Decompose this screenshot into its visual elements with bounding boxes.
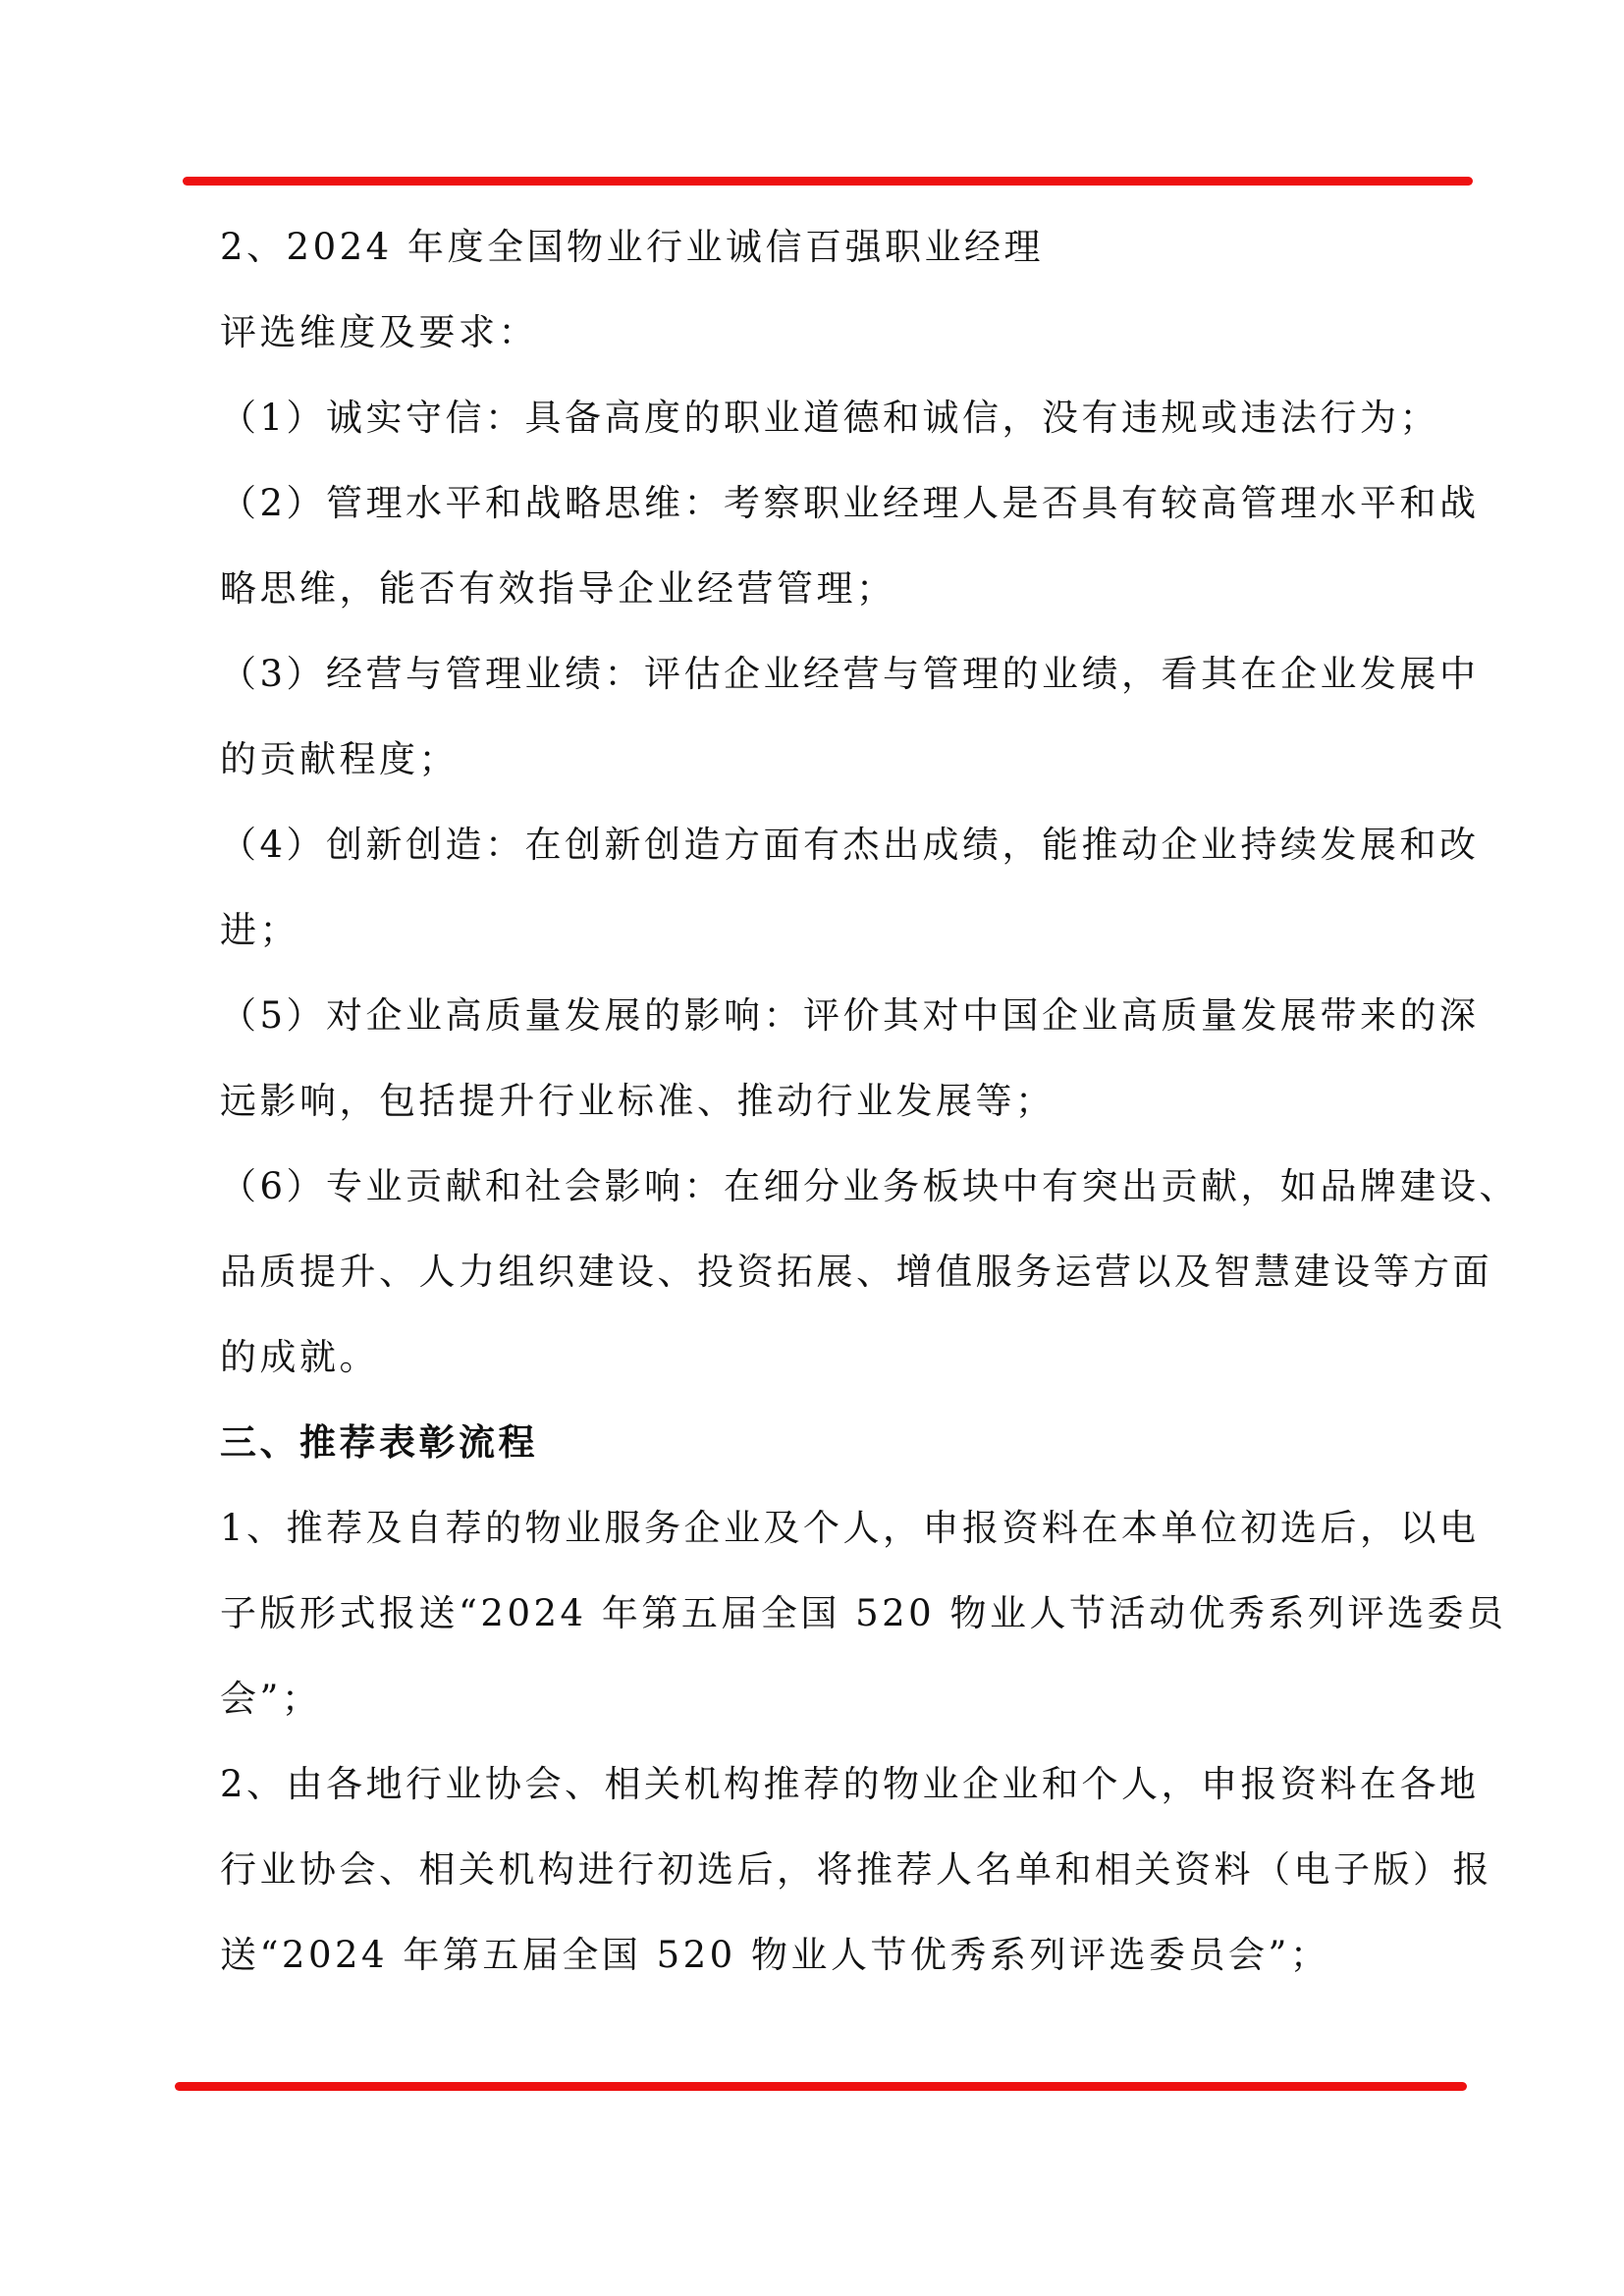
criteria-item-2: （2）管理水平和战略思维：考察职业经理人是否具有较高管理水平和战 <box>220 482 1480 524</box>
process-heading: 三、推荐表彰流程 <box>220 1421 538 1464</box>
criteria-item-6-cont: 品质提升、人力组织建设、投资拓展、增值服务运营以及智慧建设等方面 <box>220 1251 1492 1293</box>
process-step-2-end: 送“2024 年第五届全国 520 物业人节优秀系列评选委员会”； <box>220 1934 1330 1976</box>
criteria-item-4-cont: 进； <box>220 909 299 951</box>
criteria-item-3-cont: 的贡献程度； <box>220 738 459 780</box>
document-body <box>220 204 1520 1998</box>
process-step-1-cont: 子版形式报送“2024 年第五届全国 520 物业人节活动优秀系列评选委员 <box>220 1592 1507 1634</box>
criteria-intro: 评选维度及要求： <box>220 311 538 353</box>
header-divider <box>183 177 1473 186</box>
criteria-item-2-cont: 略思维，能否有效指导企业经营管理； <box>220 567 896 610</box>
criteria-item-5: （5）对企业高质量发展的影响：评价其对中国企业高质量发展带来的深 <box>220 994 1480 1037</box>
criteria-item-1: （1）诚实守信：具备高度的职业道德和诚信，没有违规或违法行为； <box>220 397 1440 439</box>
criteria-item-6: （6）专业贡献和社会影响：在细分业务板块中有突出贡献，如品牌建设、 <box>220 1165 1520 1207</box>
criteria-item-5-cont: 远影响，包括提升行业标准、推动行业发展等； <box>220 1080 1056 1122</box>
process-step-2: 2、由各地行业协会、相关机构推荐的物业企业和个人，申报资料在各地 <box>220 1763 1480 1805</box>
footer-divider <box>175 2082 1467 2091</box>
process-step-1-end: 会”； <box>220 1678 322 1720</box>
process-step-1: 1、推荐及自荐的物业服务企业及个人，申报资料在本单位初选后，以电 <box>220 1507 1480 1549</box>
criteria-item-4: （4）创新创造：在创新创造方面有杰出成绩，能推动企业持续发展和改 <box>220 824 1480 866</box>
section-title: 2、2024 年度全国物业行业诚信百强职业经理 <box>220 226 1044 268</box>
criteria-item-3: （3）经营与管理业绩：评估企业经营与管理的业绩，看其在企业发展中 <box>220 653 1480 695</box>
process-step-2-cont: 行业协会、相关机构进行初选后，将推荐人名单和相关资料（电子版）报 <box>220 1848 1492 1891</box>
criteria-item-6-end: 的成就。 <box>220 1336 379 1378</box>
